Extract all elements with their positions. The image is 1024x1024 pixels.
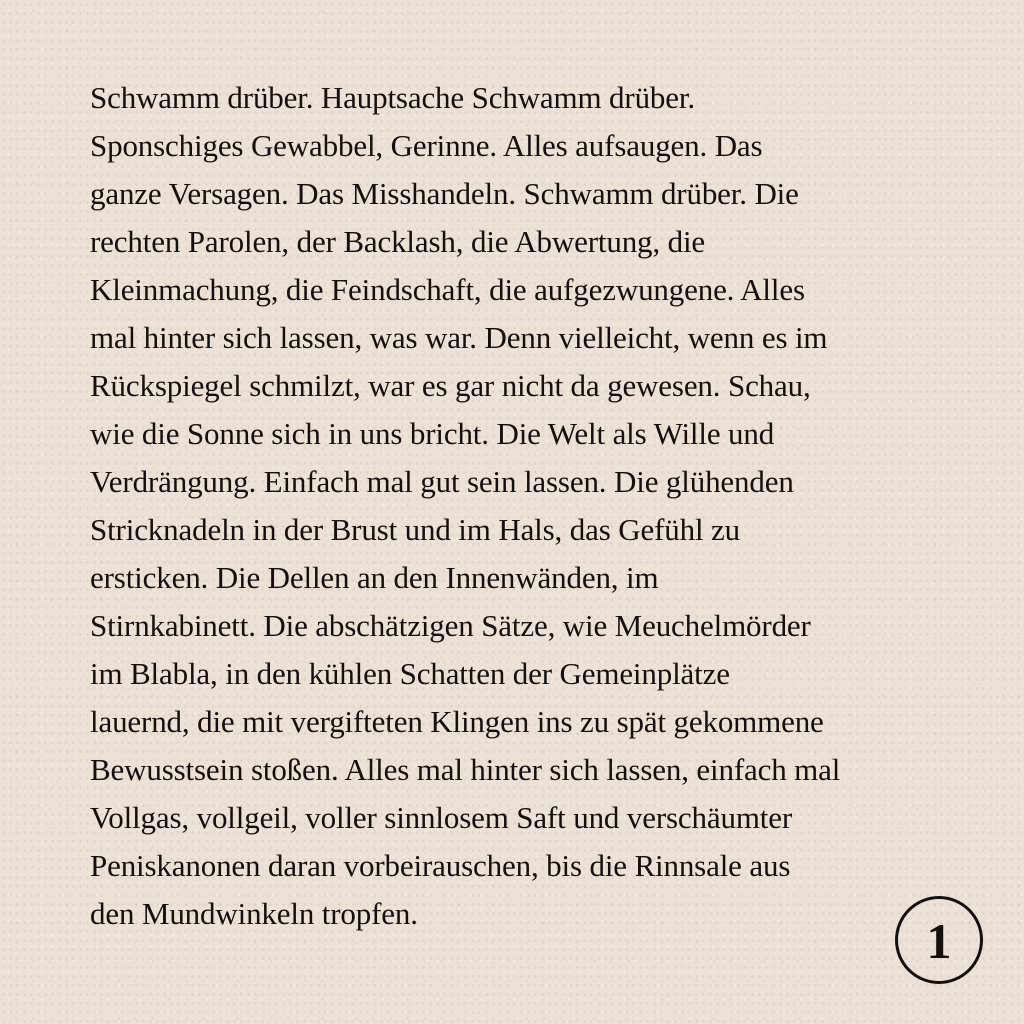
text-line: im Blabla, in den kühlen Schatten der Gemeinplätze	[90, 656, 730, 691]
text-line: lauernd, die mit vergifteten Klingen ins zu spät gekommene	[90, 704, 824, 739]
page-number: 1	[926, 913, 952, 969]
text-line: mal hinter sich lassen, was war. Denn vielleicht, wenn es im	[90, 320, 828, 355]
text-line: Peniskanonen daran vorbeirauschen, bis die Rinnsale aus	[90, 848, 791, 883]
text-line: Vollgas, vollgeil, voller sinnlosem Saft und verschäumter	[90, 800, 793, 835]
text-line: Kleinmachung, die Feindschaft, die aufgezwungene. Alles	[90, 272, 805, 307]
text-line: ersticken. Die Dellen an den Innenwänden, im	[90, 560, 659, 595]
text-line: Rückspiegel schmilzt, war es gar nicht da gewesen. Schau,	[90, 368, 811, 403]
text-line: Stricknadeln in der Brust und im Hals, das Gefühl zu	[90, 512, 740, 547]
text-line: Bewusstsein stoßen. Alles mal hinter sich lassen, einfach mal	[90, 752, 841, 787]
text-line: ganze Versagen. Das Misshandeln. Schwamm drüber. Die	[90, 176, 799, 211]
text-line: Stirnkabinett. Die abschätzigen Sätze, wie Meuchelmörder	[90, 608, 811, 643]
text-line: Schwamm drüber. Hauptsache Schwamm drüber.	[90, 80, 695, 115]
text-line: wie die Sonne sich in uns bricht. Die Welt als Wille und	[90, 416, 775, 451]
text-line: Verdrängung. Einfach mal gut sein lassen. Die glühenden	[90, 464, 794, 499]
body-text	[90, 74, 970, 938]
text-line: Sponschiges Gewabbel, Gerinne. Alles aufsaugen. Das	[90, 128, 763, 163]
text-line: rechten Parolen, der Backlash, die Abwertung, die	[90, 224, 706, 259]
text-line: den Mundwinkeln tropfen.	[90, 896, 418, 931]
page-number-badge	[895, 896, 983, 984]
